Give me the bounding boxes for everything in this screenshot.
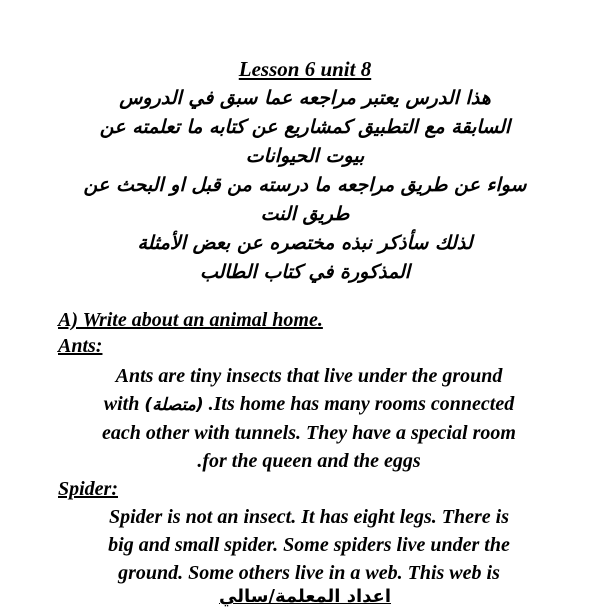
- intro-line-3: بيوت الحيوانات: [245, 145, 365, 167]
- spider-line-3: ground. Some others live in a web. This web is: [118, 562, 500, 584]
- spider-line-2: big and small spider. Some spiders live under the: [108, 534, 510, 556]
- intro-line-7: المذكورة في كتاب الطالب: [199, 261, 411, 283]
- spider-paragraph: [58, 503, 560, 587]
- spider-heading: Spider:: [58, 478, 118, 500]
- teacher-credit: اعداد المعلمة/سالي: [218, 586, 392, 607]
- ants-heading: Ants:: [58, 335, 103, 357]
- ants-line-3: each other with tunnels. They have a special room: [102, 422, 516, 444]
- ants-arabic-word: (متصلة): [144, 395, 204, 415]
- ants-line-4: .for the queen and the eggs: [197, 450, 421, 472]
- intro-line-4: سواء عن طريق مراجعه ما درسته من قبل او البحث عن: [83, 174, 527, 196]
- arabic-intro: [60, 84, 550, 287]
- ants-line-2: [58, 390, 560, 419]
- ants-paragraph: [58, 362, 560, 475]
- ants-line-2-end: .Its home has many rooms connected: [203, 393, 515, 415]
- intro-line-5: طريق النت: [260, 203, 350, 225]
- intro-line-2: السابقة مع التطبيق كمشاريع عن كتابه ما تعلمته عن: [99, 116, 511, 138]
- intro-line-6: لذلك سأذكر نبذه مختصره عن بعض الأمثلة: [137, 232, 473, 254]
- ants-line-2-start: with: [103, 393, 145, 415]
- lesson-title: Lesson 6 unit 8: [238, 57, 372, 81]
- ants-line-1: Ants are tiny insects that live under the ground: [115, 365, 503, 387]
- section-a-heading: A) Write about an animal home.: [58, 309, 323, 331]
- intro-line-1: هذا الدرس يعتبر مراجعه عما سبق في الدروس: [119, 87, 491, 109]
- spider-line-1: Spider is not an insect. It has eight legs. There is: [108, 506, 510, 528]
